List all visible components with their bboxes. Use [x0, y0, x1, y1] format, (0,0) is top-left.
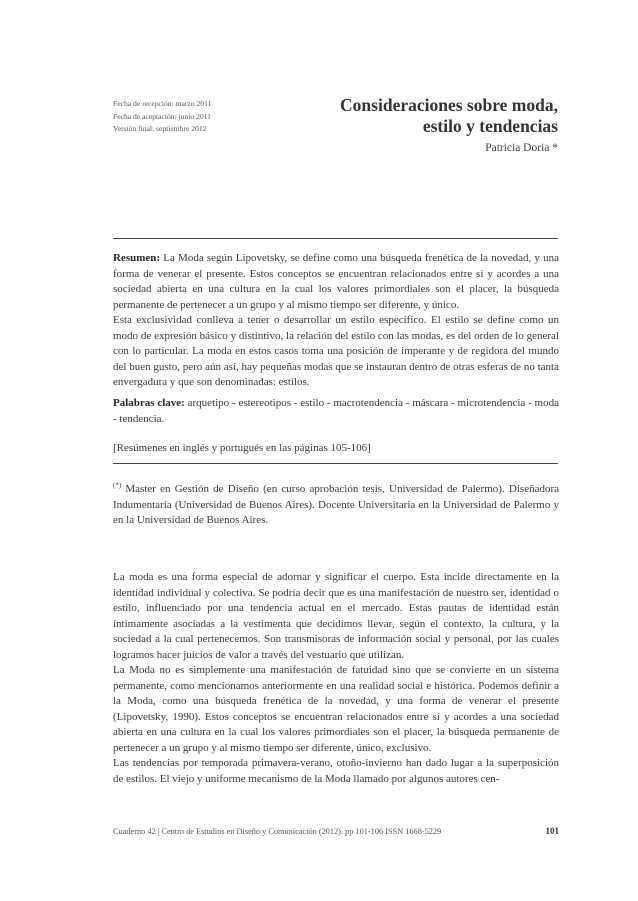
keywords	[113, 396, 559, 427]
summaries-note: [Resúmenes en inglés y portugués en las páginas 105-106]	[113, 442, 371, 454]
middle-divider	[113, 463, 558, 464]
author-footnote	[113, 482, 559, 529]
article-title	[238, 95, 558, 137]
abstract	[113, 251, 559, 391]
footnote-text: Master en Gestión de Diseño (en curso aprobación tesis, Universidad de Palermo). Diseñadora Indumentaria (Universidad de Buenos Aires). Docente Universitaria en la Universidad de Palermo y en la Universidad de Buenos Aires.	[113, 483, 559, 526]
keywords-label: Palabras clave:	[113, 397, 185, 409]
top-divider	[113, 238, 558, 239]
body-paragraph-3: Las tendencias por temporada primavera-verano, otoño-invierno han dado lugar a la superposición de estilos. El viejo y uniforme mecanismo de la Moda llamado por algunos autores cen-	[113, 757, 559, 785]
keywords-text: arquetipo - estereotipos - estilo - macrotendencia - máscara - microtendencia - moda - tendencia.	[113, 397, 559, 425]
body-text	[113, 570, 559, 787]
page-footer	[113, 827, 559, 836]
title-line-1: Consideraciones sobre moda,	[340, 95, 558, 115]
reception-date: Fecha de recepción: marzo 2011	[113, 99, 212, 108]
abstract-label: Resumen:	[113, 252, 161, 264]
acceptance-date: Fecha de aceptación: junio 2011	[113, 111, 211, 121]
abstract-text-1: La Moda según Lipovetsky, se define como una búsqueda frenética de la novedad, y una forma de venerar el presente. Estos conceptos se encuentran relacionados entre sí y acordes a una sociedad abierta en una cultura en la cual los valores primordiales son el placer, la búsqueda permanente de pertenecer a un grupo y al mismo tiempo ser diferente, y único.	[113, 252, 559, 311]
abstract-text-2: Esta exclusividad conlleva a tener o desarrollar un estilo específico. El estilo se define como un modo de expresión básico y distintivo, la relación del estilo con las modas, es del orden de lo general con lo particular. La moda en estos casos toma una posición de imperante y de regidora del mundo del buen gusto, pero aún así, hay pequeñas modas que se instauran dentro de otras esferas de no tanta envergadura y que son denominadas: estilos.	[113, 314, 559, 388]
final-version-date: Versión final: septiembre 2012	[113, 124, 207, 133]
footer-citation: Cuaderno 42 | Centro de Estudios en Diseño y Comunicación (2012). pp 101-106 ISSN 1668-5229	[113, 827, 442, 836]
body-paragraph-1: La moda es una forma especial de adornar y significar el cuerpo. Esta incide directamente en la identidad individual y colectiva. Se podría decir que es una manifestación de nuestro ser, identidad o estilo, influenciado por una tendencia actual en el mercado. Estas pautas de identidad están íntimamente asociadas a la vestimenta que decidimos llevar, según el contexto, la cultura, y la sociedad a la cual pertenecemos. Son transmisoras de información social y personal, por las cuales logramos hacer juicios de valor a través del vestuario que utilizan.	[113, 571, 559, 661]
footnote-mark: (*)	[113, 481, 122, 490]
body-paragraph-2: La Moda no es simplemente una manifestación de fatuidad sino que se convierte en un sistema permanente, como mencionamos anteriormente en una realidad social e histórica. Podemos definir a la Moda, como una búsqueda frenética de la novedad, y una forma de venerar el presente (Lipovetsky, 1990). Estos conceptos se encuentran relacionados entre sí y acordes a una sociedad abierta en una cultura en la cual los valores primordiales son el placer, la búsqueda permanente de pertenecer a un grupo y al mismo tiempo ser diferente, único, exclusivo.	[113, 664, 559, 754]
title-line-2: estilo y tendencias	[422, 116, 558, 136]
page-number: 101	[545, 826, 559, 836]
author-name: Patricia Doria *	[485, 142, 558, 154]
